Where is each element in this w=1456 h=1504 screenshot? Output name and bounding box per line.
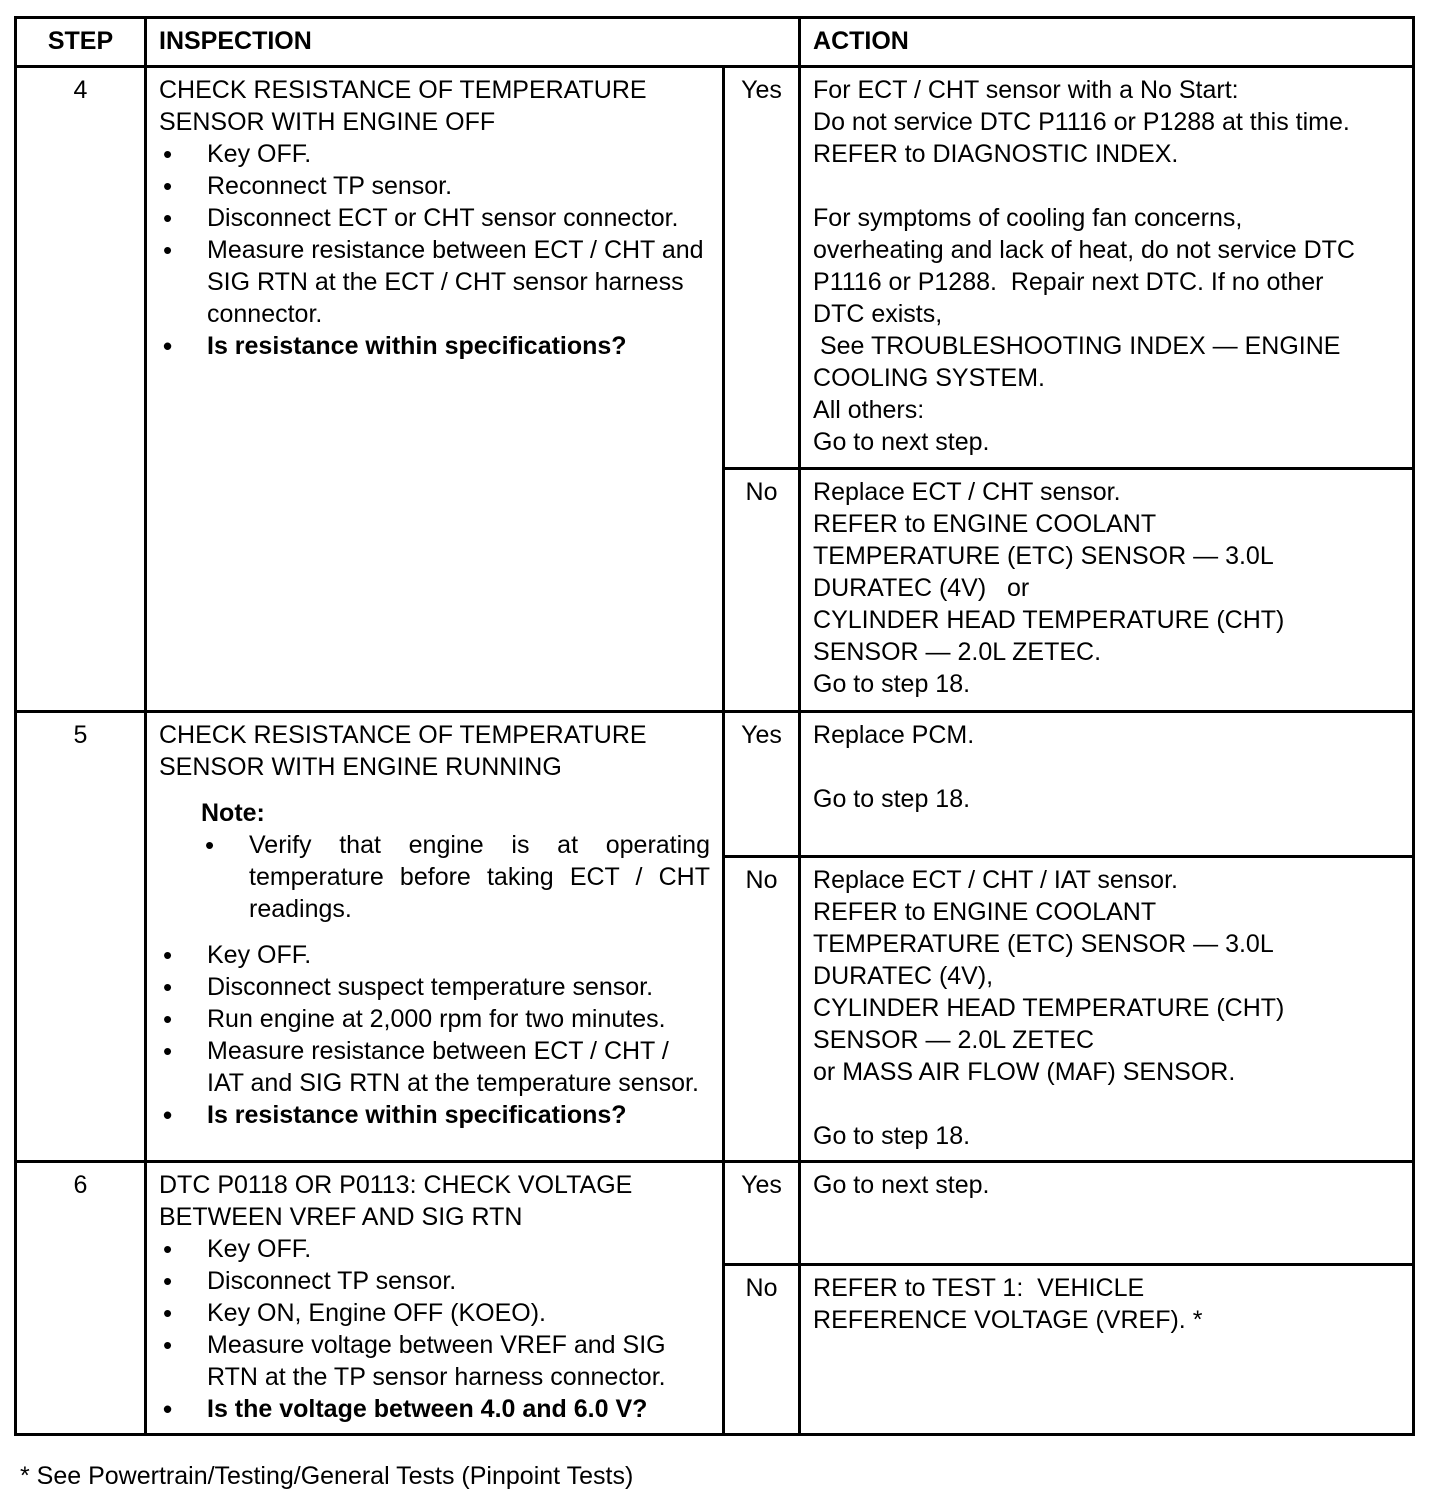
step-inspection xyxy=(146,712,724,1162)
inspection-bullet: • Measure resistance between ECT / CHT / IAT and SIG RTN at the temperature sensor. xyxy=(159,1035,710,1099)
step-6-yes-row xyxy=(16,1162,1414,1265)
inspection-bullet: • Run engine at 2,000 rpm for two minutes. xyxy=(159,1003,710,1035)
note-text: • Verify that engine is at operating temperature before taking ECT / CHT readings. xyxy=(201,829,710,925)
header-action: ACTION xyxy=(800,18,1414,67)
inspection-bullet: • Measure resistance between ECT / CHT and SIG RTN at the ECT / CHT sensor harness connector. xyxy=(159,234,710,330)
inspection-bullets xyxy=(159,939,710,1131)
inspection-bullet: • Disconnect suspect temperature sensor. xyxy=(159,971,710,1003)
header-step: STEP xyxy=(16,18,146,67)
header-row xyxy=(16,18,1414,67)
step-title: CHECK RESISTANCE OF TEMPERATURE SENSOR WITH ENGINE OFF xyxy=(159,76,647,136)
header-inspection: INSPECTION xyxy=(146,18,800,67)
inspection-question: • Is resistance within specifications? xyxy=(159,1099,710,1131)
inspection-bullet: • Reconnect TP sensor. xyxy=(159,170,710,202)
no-label: No xyxy=(724,1264,800,1434)
no-label: No xyxy=(724,857,800,1162)
no-action: Replace ECT / CHT / IAT sensor. REFER to ENGINE COOLANT TEMPERATURE (ETC) SENSOR — 3.0L DURATEC (4V), CYLINDER HEAD TEMPERATURE (CHT) SENSOR — 2.0L ZETEC or MASS AIR FLOW (MAF) SENSOR. Go to step 18. xyxy=(800,857,1414,1162)
yes-action: Go to next step. xyxy=(800,1162,1414,1265)
yes-label: Yes xyxy=(724,712,800,857)
inspection-bullet: • Disconnect ECT or CHT sensor connector. xyxy=(159,202,710,234)
note-label: Note: xyxy=(201,799,265,827)
inspection-bullet: • Key OFF. xyxy=(159,138,710,170)
inspection-bullets xyxy=(159,138,710,362)
yes-label: Yes xyxy=(724,1162,800,1265)
inspection-bullet: • Disconnect TP sensor. xyxy=(159,1265,710,1297)
inspection-bullets xyxy=(159,1233,710,1425)
yes-action: For ECT / CHT sensor with a No Start: Do not service DTC P1116 or P1288 at this time. REFER to DIAGNOSTIC INDEX. For symptoms of cooling fan concerns, overheating and lack of heat, do not service DTC P1116 or P1288. Repair next DTC. If no other DTC exists, See TROUBLESHOOTING INDEX — ENGINE COOLING SYSTEM. All others: Go to next step. xyxy=(800,67,1414,469)
diagnostic-table xyxy=(14,16,1415,1436)
footnote: * See Powertrain/Testing/General Tests (Pinpoint Tests) xyxy=(20,1462,634,1490)
yes-label: Yes xyxy=(724,67,800,469)
step-4-yes-row xyxy=(16,67,1414,469)
no-action: REFER to TEST 1: VEHICLE REFERENCE VOLTAGE (VREF). * xyxy=(800,1264,1414,1434)
inspection-question: • Is resistance within specifications? xyxy=(159,330,710,362)
step-inspection xyxy=(146,67,724,712)
inspection-bullet: • Measure voltage between VREF and SIG RTN at the TP sensor harness connector. xyxy=(159,1329,710,1393)
no-action: Replace ECT / CHT sensor. REFER to ENGINE COOLANT TEMPERATURE (ETC) SENSOR — 3.0L DURATEC (4V) or CYLINDER HEAD TEMPERATURE (CHT) SENSOR — 2.0L ZETEC. Go to step 18. xyxy=(800,469,1414,712)
inspection-bullet: • Key ON, Engine OFF (KOEO). xyxy=(159,1297,710,1329)
no-label: No xyxy=(724,469,800,712)
inspection-bullet: • Key OFF. xyxy=(159,939,710,971)
step-number: 6 xyxy=(16,1162,146,1435)
yes-action: Replace PCM. Go to step 18. xyxy=(800,712,1414,857)
step-number: 4 xyxy=(16,67,146,712)
note-block xyxy=(201,797,710,925)
inspection-question: • Is the voltage between 4.0 and 6.0 V? xyxy=(159,1393,710,1425)
step-5-yes-row xyxy=(16,712,1414,857)
step-title: DTC P0118 OR P0113: CHECK VOLTAGE BETWEEN VREF AND SIG RTN xyxy=(159,1171,633,1231)
step-title: CHECK RESISTANCE OF TEMPERATURE SENSOR WITH ENGINE RUNNING xyxy=(159,721,647,781)
inspection-bullet: • Key OFF. xyxy=(159,1233,710,1265)
step-number: 5 xyxy=(16,712,146,1162)
step-inspection xyxy=(146,1162,724,1435)
